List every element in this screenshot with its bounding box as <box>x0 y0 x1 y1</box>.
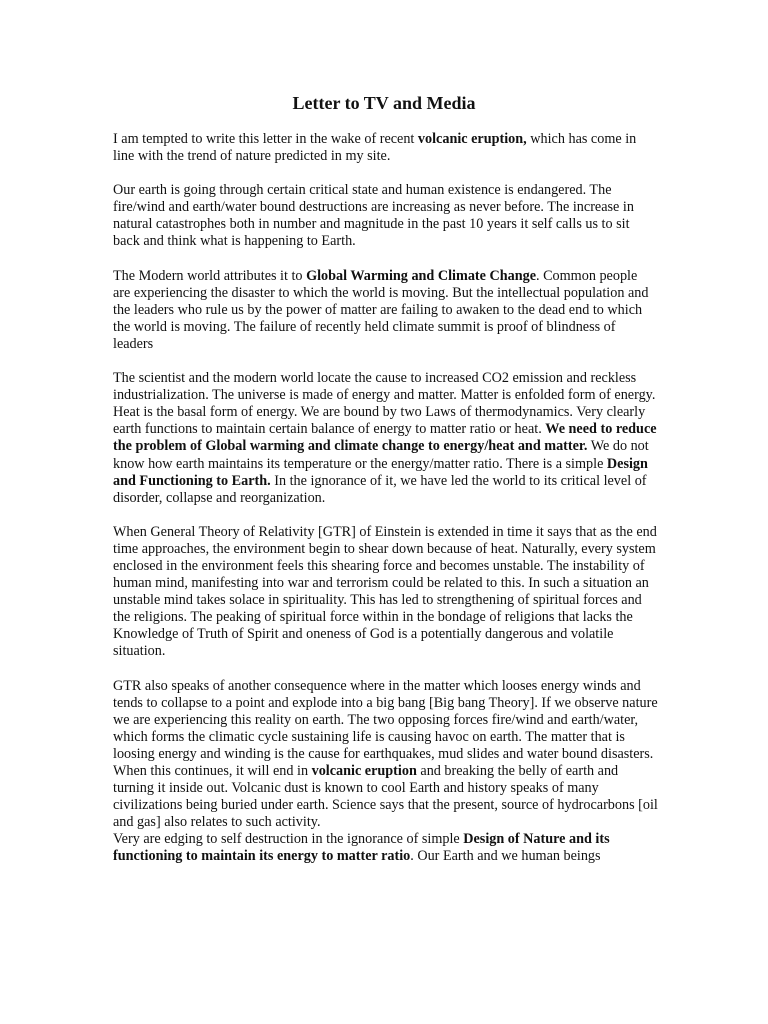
bold-text: volcanic eruption, <box>417 131 527 147</box>
paragraph <box>113 678 658 832</box>
text-segment: I am tempted to write this letter in the wake of recent <box>113 131 418 147</box>
paragraph <box>113 524 658 661</box>
paragraph <box>113 182 658 250</box>
text-segment: and breaking the belly of earth and turning it inside out. Volcanic dust is known to cool Earth and history speaks of many civilizations being buried under earth. Science says that the present, source of hydrocarbons [oil and gas] also relates to such activity. <box>113 763 658 831</box>
text-segment: Our earth is going through certain critical state and human existence is endangered. The fire/wind and earth/water bound destructions are increasing as never before. The increase in natural catastrophes both in number and magnitude in the past 10 years it self calls us to sit back and think what is happening to Earth. <box>113 182 634 250</box>
paragraph <box>113 370 658 507</box>
bold-text: volcanic eruption <box>311 763 417 779</box>
text-segment: The Modern world attributes it to <box>113 267 307 284</box>
text-segment: . Our Earth and we human beings <box>410 848 601 865</box>
paragraph <box>113 131 658 165</box>
text-segment: Very are edging to self destruction in the ignorance of simple <box>113 831 464 848</box>
text-segment: GTR also speaks of another consequence where in the matter which looses energy winds and tends to collapse to a point and explode into a big bang [Big bang Theory]. If we observe nature we are experiencing this reality on earth. The two opposing forces fire/wind and earth/water, which forms the climatic cycle sustaining life is causing havoc on earth. The matter that is loosing energy and winding is the cause for earthquakes, mud slides and water bound disasters. When this continues, it will end in <box>113 677 658 779</box>
text-segment: In the ignorance of it, we have led the world to its critical level of disorder, collapse and reorganization. <box>113 472 647 506</box>
paragraph <box>113 268 658 353</box>
document-body <box>113 131 658 866</box>
bold-text: Global Warming and Climate Change <box>306 267 536 284</box>
paragraph <box>113 831 658 865</box>
bold-text: Design of Nature and its functioning to maintain its energy to matter ratio <box>113 831 610 865</box>
bold-text: We need to reduce the problem of Global warming and climate change to energy/heat and matter. <box>113 421 657 455</box>
text-segment: The scientist and the modern world locate the cause to increased CO2 emission and reckless industrialization. The universe is made of energy and matter. Matter is enfolded form of energy. Heat is the basal form of energy. We are bound by two Laws of thermodynamics. Very clearly earth functions to maintain certain balance of energy to matter ratio or heat. <box>113 370 656 438</box>
document-title: Letter to TV and Media <box>292 93 476 113</box>
bold-text: Design and Functioning to Earth. <box>113 455 648 489</box>
text-segment: . Common people are experiencing the disaster to which the world is moving. But the intellectual population and the leaders who rule us by the power of matter are failing to awaken to the dead end to which the world is moving. The failure of recently held climate summit is proof of blindness of leaders <box>113 267 649 352</box>
text-segment: which has come in line with the trend of nature predicted in my site. <box>113 131 637 165</box>
text-segment: When General Theory of Relativity [GTR] of Einstein is extended in time it says that as the end time approaches, the environment begin to shear down because of heat. Naturally, every system enclosed in the environment feels this shearing force and becomes unstable. The instability of human mind, manifesting into war and terrorism could be related to this. In such a situation an unstable mind takes solace in spirituality. This has led to strengthening of spiritual forces and the religions. The peaking of spiritual force within in the bondage of religions that lacks the Knowledge of Truth of Spirit and oneness of God is a potentially dangerous and volatile situation. <box>113 523 657 660</box>
text-segment: We do not know how earth maintains its temperature or the energy/matter ratio. There is a simple <box>113 438 649 472</box>
